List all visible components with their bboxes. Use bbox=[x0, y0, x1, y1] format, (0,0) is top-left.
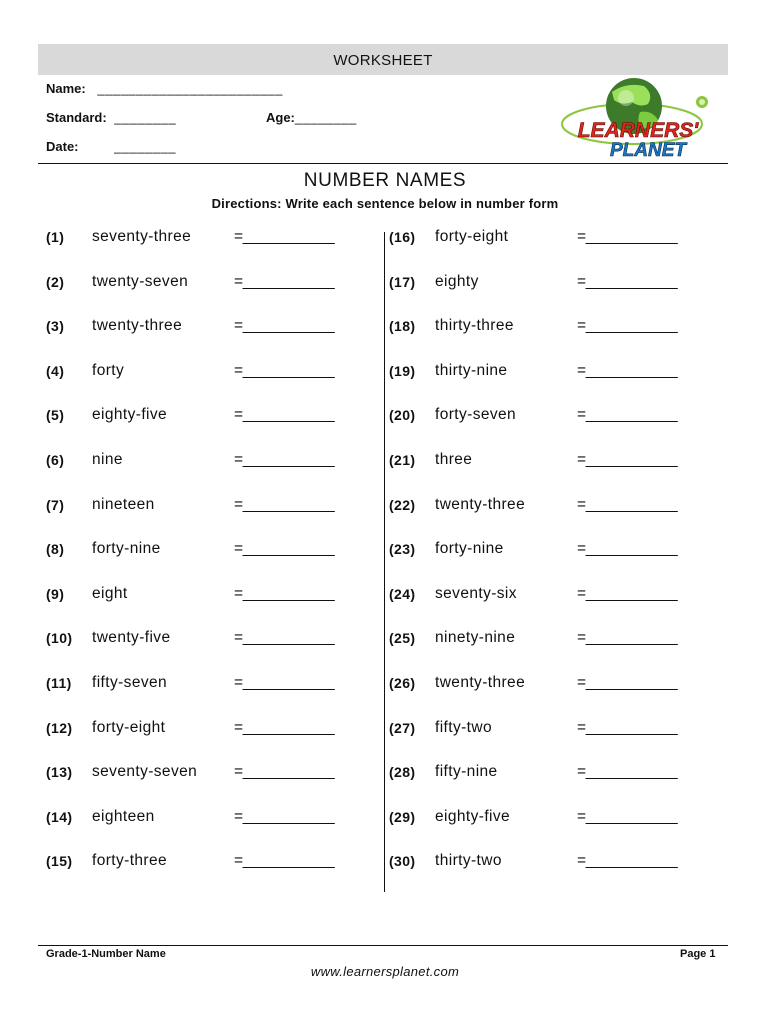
number-word: eighteen bbox=[92, 807, 155, 825]
answer-blank[interactable]: =___________ bbox=[577, 763, 678, 781]
question-number: (5) bbox=[46, 407, 65, 424]
question-number: (29) bbox=[389, 808, 416, 825]
question-number: (12) bbox=[46, 719, 73, 736]
number-word: thirty-three bbox=[435, 317, 514, 335]
answer-blank[interactable]: =___________ bbox=[234, 807, 335, 825]
number-word: thirty-two bbox=[435, 852, 502, 870]
worksheet-banner: WORKSHEET bbox=[38, 44, 728, 75]
answer-blank[interactable]: =___________ bbox=[577, 718, 678, 736]
age-label: Age: bbox=[266, 110, 295, 125]
question-number: (27) bbox=[389, 719, 416, 736]
footer-grade-label: Grade-1-Number Name bbox=[46, 948, 166, 960]
answer-blank[interactable]: =___________ bbox=[577, 451, 678, 468]
number-word: seventy-six bbox=[435, 584, 517, 602]
question-number: (9) bbox=[46, 585, 65, 602]
name-label: Name: bbox=[46, 81, 86, 96]
number-word: seventy-three bbox=[92, 228, 192, 245]
answer-blank[interactable]: =___________ bbox=[577, 361, 678, 379]
age-blank: ________ bbox=[294, 110, 357, 125]
number-word: twenty-three bbox=[435, 674, 526, 691]
question-number: (7) bbox=[46, 496, 65, 513]
number-word: eighty bbox=[435, 272, 479, 290]
age-field bbox=[266, 110, 357, 125]
footer-website: www.learnersplanet.com bbox=[310, 964, 460, 979]
header-rule bbox=[38, 163, 728, 164]
number-word: thirty-nine bbox=[435, 361, 508, 379]
standard-blank: ________ bbox=[114, 110, 177, 125]
number-word: forty-seven bbox=[435, 406, 517, 424]
date-field bbox=[46, 139, 176, 154]
number-word: twenty-three bbox=[435, 495, 526, 513]
number-word: eight bbox=[92, 584, 128, 602]
answer-blank[interactable]: =___________ bbox=[577, 629, 678, 647]
answer-blank[interactable]: =___________ bbox=[234, 629, 335, 647]
answer-blank[interactable]: =___________ bbox=[577, 272, 678, 290]
question-number: (30) bbox=[389, 853, 416, 870]
standard-field bbox=[46, 110, 176, 125]
footer-rule bbox=[38, 945, 728, 946]
number-word: fifty-seven bbox=[92, 674, 168, 691]
question-number: (20) bbox=[389, 407, 416, 424]
question-number: (17) bbox=[389, 273, 416, 290]
name-blank: ________________________ bbox=[97, 81, 283, 96]
question-number: (19) bbox=[389, 362, 416, 379]
page-title: NUMBER NAMES bbox=[303, 170, 467, 191]
answer-blank[interactable]: =___________ bbox=[234, 451, 335, 468]
logo-text-planet: PLANET bbox=[610, 140, 686, 161]
question-number: (24) bbox=[389, 585, 416, 602]
question-number: (6) bbox=[46, 452, 65, 468]
question-number: (13) bbox=[46, 764, 73, 781]
question-number: (26) bbox=[389, 675, 416, 691]
number-word: fifty-two bbox=[435, 718, 492, 736]
number-word: forty-nine bbox=[435, 540, 504, 558]
answer-blank[interactable]: =___________ bbox=[577, 674, 678, 691]
learners-planet-logo bbox=[552, 76, 724, 164]
question-number: (28) bbox=[389, 764, 416, 781]
question-number: (21) bbox=[389, 452, 416, 468]
question-number: (3) bbox=[46, 318, 65, 335]
question-number: (10) bbox=[46, 630, 73, 647]
answer-blank[interactable]: =___________ bbox=[234, 228, 335, 245]
number-word: eighty-five bbox=[435, 807, 511, 825]
answer-blank[interactable]: =___________ bbox=[234, 718, 335, 736]
answer-blank[interactable]: =___________ bbox=[577, 228, 678, 245]
answer-blank[interactable]: =___________ bbox=[234, 495, 335, 513]
name-field bbox=[46, 81, 283, 96]
answer-blank[interactable]: =___________ bbox=[577, 317, 678, 335]
number-word: twenty-five bbox=[92, 629, 171, 647]
footer-page-number: Page 1 bbox=[680, 948, 716, 960]
date-blank: ________ bbox=[114, 139, 176, 154]
question-number: (22) bbox=[389, 496, 416, 513]
answer-blank[interactable]: =___________ bbox=[234, 317, 335, 335]
number-word: ninety-nine bbox=[435, 629, 516, 647]
directions: Directions: Write each sentence below in number form bbox=[211, 196, 559, 211]
answer-blank[interactable]: =___________ bbox=[234, 540, 335, 558]
answer-blank[interactable]: =___________ bbox=[577, 584, 678, 602]
answer-blank[interactable]: =___________ bbox=[577, 807, 678, 825]
question-number: (2) bbox=[46, 273, 65, 290]
question-number: (18) bbox=[389, 318, 416, 335]
answer-blank[interactable]: =___________ bbox=[234, 852, 335, 870]
question-number: (8) bbox=[46, 541, 65, 558]
question-number: (15) bbox=[46, 853, 73, 870]
answer-blank[interactable]: =___________ bbox=[234, 763, 335, 781]
number-word: nine bbox=[92, 451, 123, 468]
answer-blank[interactable]: =___________ bbox=[577, 852, 678, 870]
number-word: forty-nine bbox=[92, 540, 161, 558]
number-word: seventy-seven bbox=[92, 763, 198, 781]
question-number: (23) bbox=[389, 541, 416, 558]
answer-blank[interactable]: =___________ bbox=[577, 495, 678, 513]
answer-blank[interactable]: =___________ bbox=[234, 674, 335, 691]
number-word: fifty-nine bbox=[435, 763, 498, 781]
number-word: three bbox=[435, 451, 473, 468]
answer-blank[interactable]: =___________ bbox=[234, 272, 335, 290]
number-word: forty-eight bbox=[92, 718, 166, 736]
question-number: (16) bbox=[389, 229, 416, 245]
number-word: twenty-seven bbox=[92, 272, 189, 290]
question-number: (4) bbox=[46, 362, 65, 379]
number-word: twenty-three bbox=[92, 317, 183, 335]
standard-label: Standard: bbox=[46, 110, 107, 125]
answer-blank[interactable]: =___________ bbox=[577, 406, 678, 424]
date-label: Date: bbox=[46, 139, 79, 154]
number-word: forty bbox=[92, 361, 125, 379]
question-number: (1) bbox=[46, 229, 65, 245]
number-word: eighty-five bbox=[92, 406, 168, 424]
answer-blank[interactable]: =___________ bbox=[234, 406, 335, 424]
logo-text-learners: LEARNERS' bbox=[577, 119, 699, 142]
question-number: (11) bbox=[46, 675, 72, 691]
answer-blank[interactable]: =___________ bbox=[234, 584, 335, 602]
answer-blank[interactable]: =___________ bbox=[234, 361, 335, 379]
question-number: (25) bbox=[389, 630, 416, 647]
number-word: nineteen bbox=[92, 495, 155, 513]
number-word: forty-eight bbox=[435, 228, 509, 245]
column-divider bbox=[384, 232, 385, 892]
answer-blank[interactable]: =___________ bbox=[577, 540, 678, 558]
number-word: forty-three bbox=[92, 852, 168, 870]
question-number: (14) bbox=[46, 808, 73, 825]
